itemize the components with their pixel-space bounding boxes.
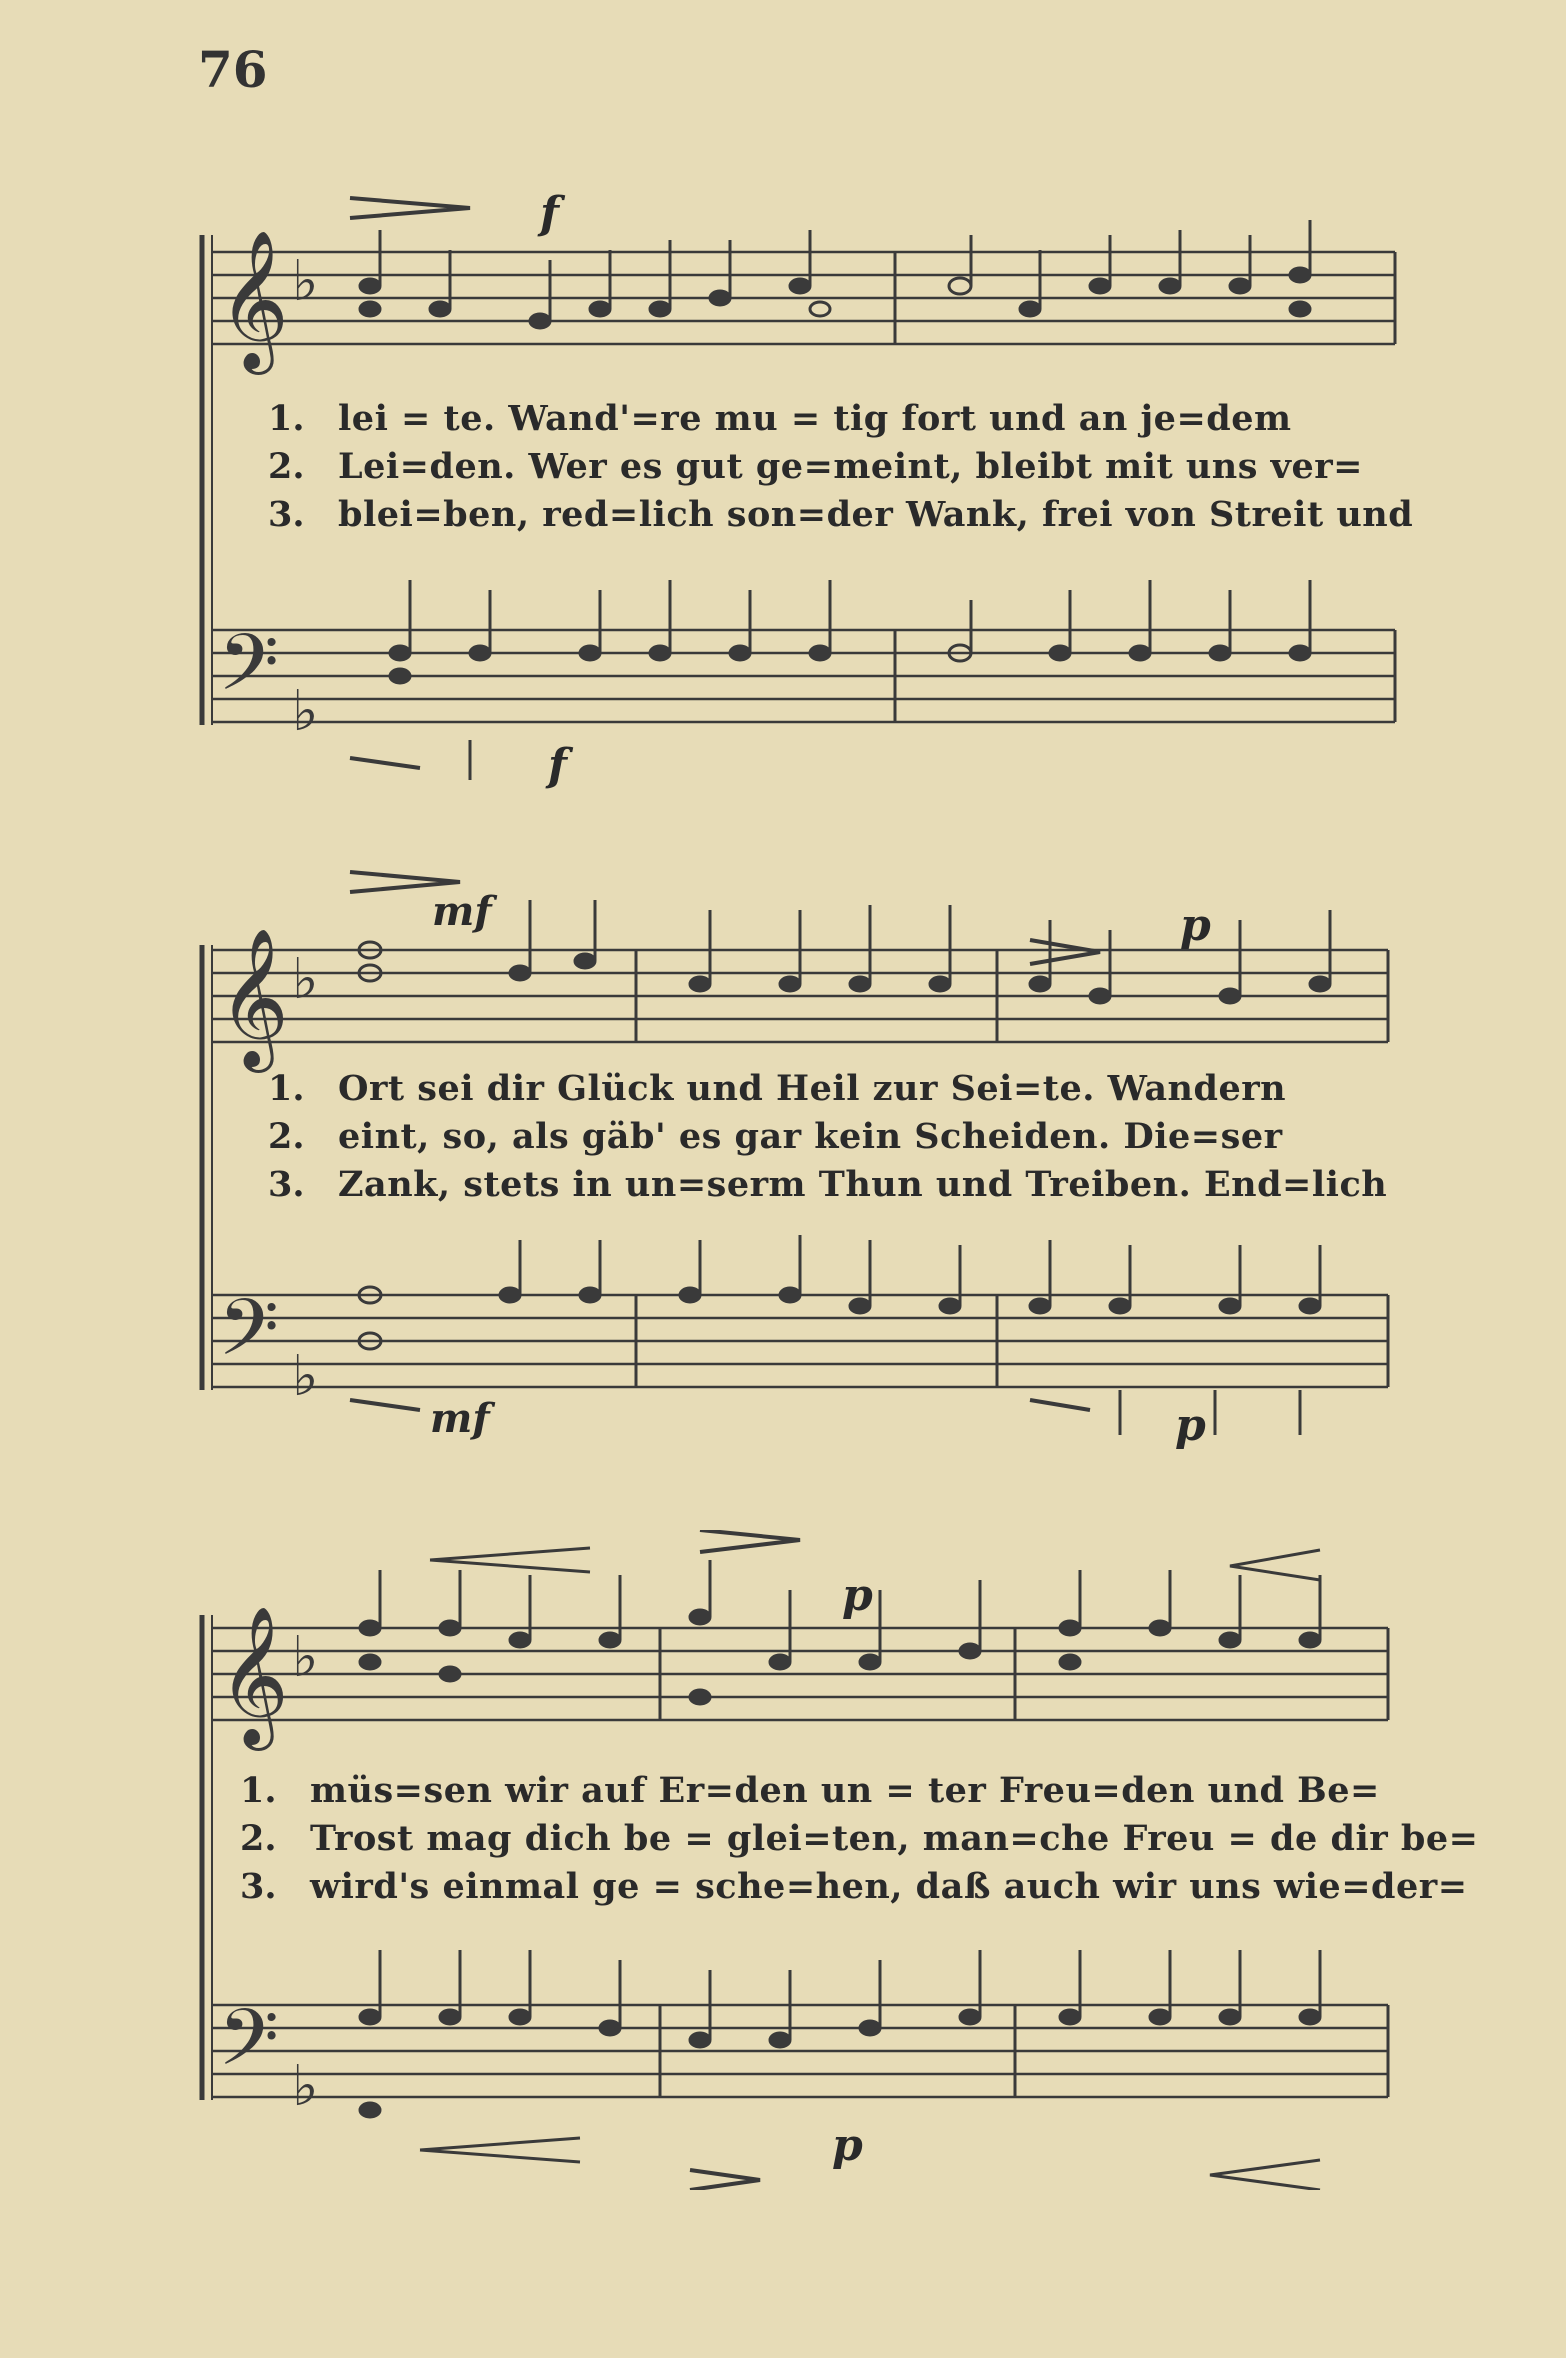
- lyric-line: 3. blei=ben, red=lich son=der Wank, frei von Streit und: [268, 494, 1414, 535]
- dynamic-piano: p: [1175, 1400, 1206, 1451]
- svg-text:𝄢: 𝄢: [218, 1283, 280, 1393]
- lyric-line: 1. lei = te. Wand'=re mu = tig fort und an je=dem: [268, 398, 1292, 439]
- music-system-3: [0, 1530, 1566, 2190]
- lyric-line: 3. wird's einmal ge = sche=hen, daß auch wir uns wie=der=: [240, 1866, 1468, 1907]
- music-system-1: [0, 140, 1566, 790]
- music-system-2: [0, 860, 1566, 1460]
- dynamic-piano: p: [842, 1570, 873, 1621]
- svg-text:♭: ♭: [292, 1344, 319, 1409]
- bass-clef-icon: 𝄢: [218, 618, 280, 728]
- flat-icon: ♭: [292, 679, 319, 744]
- dynamic-mezzoforte: mf: [430, 1395, 490, 1442]
- lyric-line: 2. Lei=den. Wer es gut ge=meint, bleibt mit uns ver=: [268, 446, 1363, 487]
- page-number: 76: [198, 40, 268, 99]
- flat-icon: ♭: [292, 249, 319, 314]
- lyric-line: 2. Trost mag dich be = glei=ten, man=che Freu = de dir be=: [240, 1818, 1479, 1859]
- score-system-2: [0, 860, 1566, 1460]
- svg-text:♭: ♭: [292, 1625, 319, 1690]
- dynamic-mezzoforte: mf: [432, 888, 492, 935]
- svg-text:𝄢: 𝄢: [218, 1993, 280, 2103]
- lyric-line: 2. eint, so, als gäb' es gar kein Scheiden. Die=ser: [268, 1116, 1283, 1157]
- treble-clef-icon: 𝄞: [218, 230, 289, 369]
- svg-text:♭: ♭: [292, 947, 319, 1012]
- dynamic-forte: f: [540, 188, 559, 239]
- dynamic-piano: p: [832, 2120, 863, 2171]
- lyric-line: 3. Zank, stets in un=serm Thun und Treiben. End=lich: [268, 1164, 1388, 1205]
- treble-staff: [212, 252, 1395, 344]
- lyric-line: 1. Ort sei dir Glück und Heil zur Sei=te. Wandern: [268, 1068, 1287, 1109]
- dynamic-forte: f: [548, 740, 567, 791]
- svg-text:𝄞: 𝄞: [218, 1606, 289, 1745]
- svg-text:♭: ♭: [292, 2054, 319, 2119]
- svg-text:𝄞: 𝄞: [218, 928, 289, 1067]
- bass-notes: [390, 580, 1310, 780]
- dynamic-piano: p: [1180, 900, 1211, 951]
- lyric-line: 1. müs=sen wir auf Er=den un = ter Freu=den und Be=: [240, 1770, 1380, 1811]
- score-system-3: [0, 1530, 1566, 2190]
